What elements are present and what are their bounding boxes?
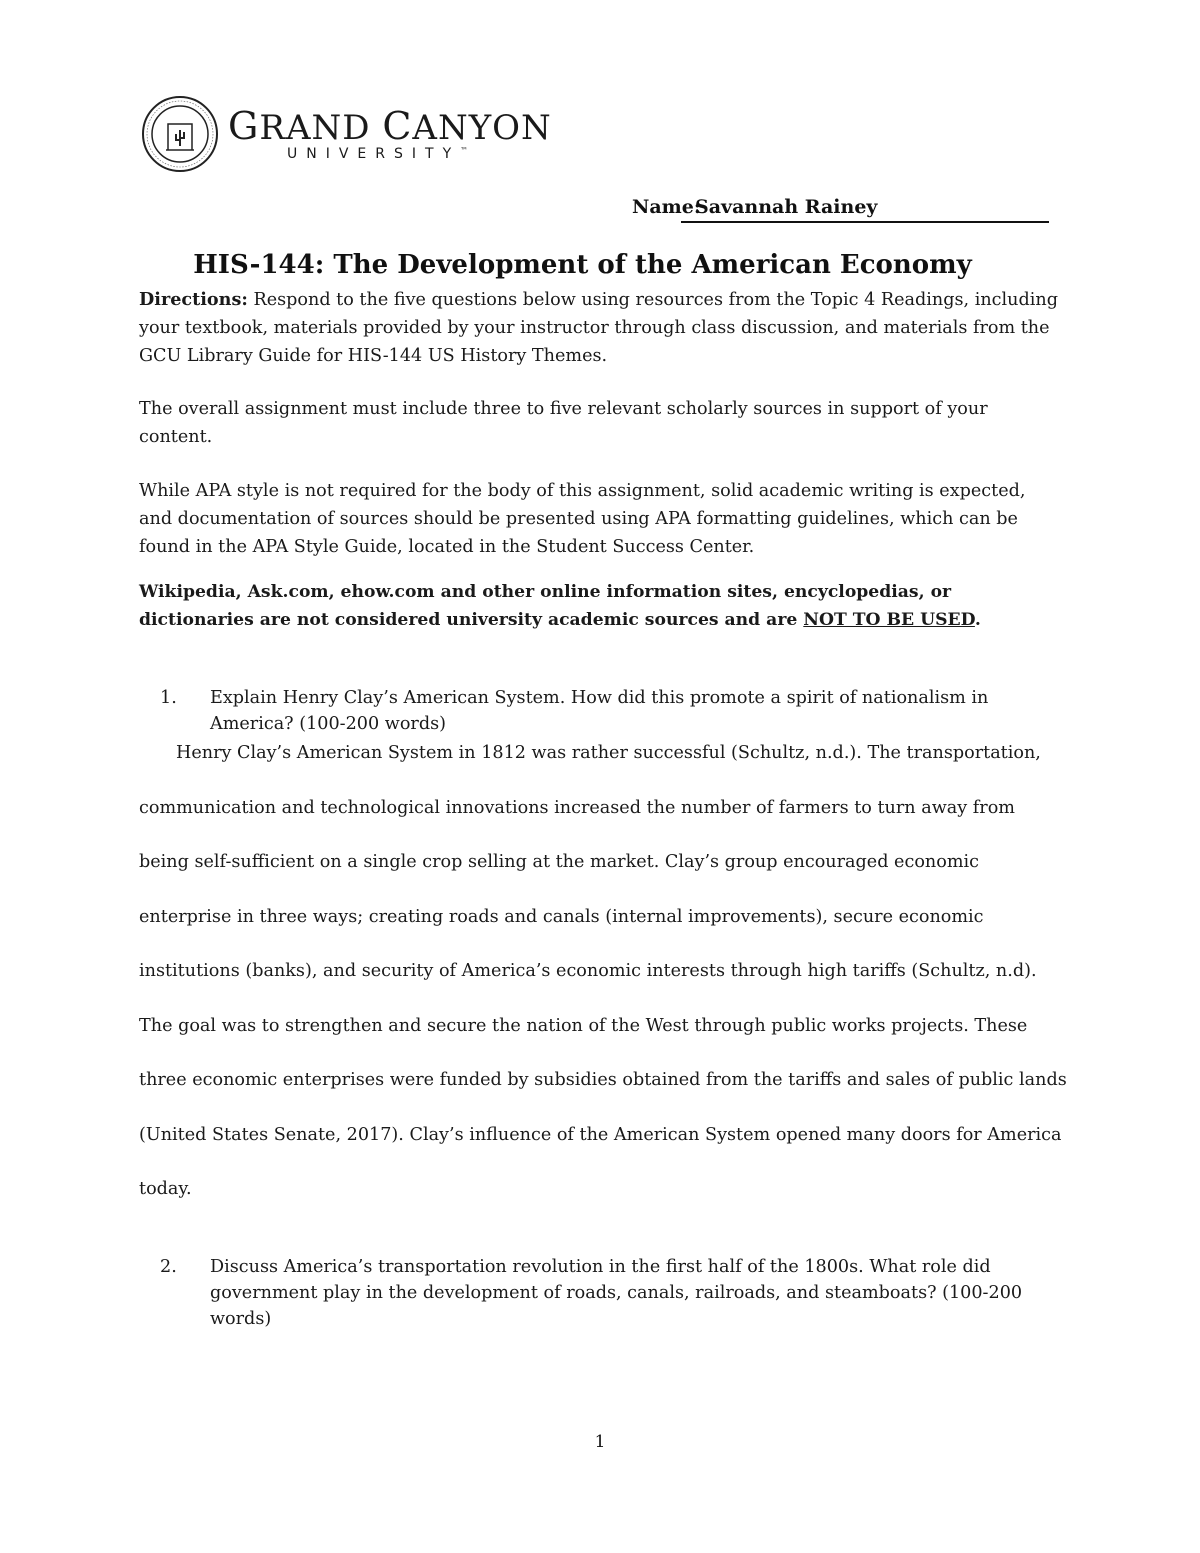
warning-text: Wikipedia, Ask.com, ehow.com and other online information sites, encyclopedias, or dictionaries are not considered university academic sources and are (139, 582, 952, 630)
warning-underlined: NOT TO BE USED (803, 610, 975, 630)
sources-warning (139, 578, 1059, 634)
question-text: Explain Henry Clay’s American System. How did this promote a spirit of nationalism in America? (100-200 words) (210, 688, 989, 734)
directions-paragraph (139, 286, 1059, 370)
sources-note: The overall assignment must include three to five relevant scholarly sources in support of your content. (139, 399, 988, 447)
university-logo (140, 94, 552, 168)
answer-1[interactable]: Henry Clay’s American System in 1812 was rather successful (Schultz, n.d.). The transportation, communication and technological innovations increased the number of farmers to turn away from being self-sufficient on a single crop selling at the market. Clay’s group encouraged economic enterprise in three ways; creating roads and canals (internal improvements), secure economic institutions (banks), and security of America’s economic interests through high tariffs (Schultz, n.d). The goal was to strengthen and secure the nation of the West through public works projects. These three economic enterprises were funded by subsidies obtained from the tariffs and sales of public lands (United States Senate, 2017). Clay’s influence of the American System opened many doors for America today. (139, 743, 1067, 1199)
question-number: 2. (160, 1257, 177, 1277)
question-number: 1. (160, 688, 177, 708)
directions-text: Respond to the five questions below using resources from the Topic 4 Readings, including your textbook, materials provided by your instructor through class discussion, and materials from the GCU Library Guide for HIS-144 US History Themes. (139, 290, 1058, 366)
university-seal-icon (140, 94, 220, 174)
name-field[interactable]: Savannah Rainey (681, 196, 1049, 223)
document-title: HIS-144: The Development of the American Economy (193, 250, 972, 280)
warning-end: . (974, 610, 981, 630)
directions-label: Directions: (139, 289, 248, 310)
question-text: Discuss America’s transportation revolution in the first half of the 1800s. What role did government play in the development of roads, canals, railroads, and steamboats? (100-200 words) (210, 1257, 1023, 1329)
logo-wordmark-grand-canyon: GRAND CANYON (228, 104, 552, 148)
name-label: Name: (632, 196, 701, 218)
question-2 (160, 1254, 1060, 1332)
page-number: 1 (594, 1432, 606, 1452)
apa-note: While APA style is not required for the body of this assignment, solid academic writing is expected, and documentation of sources should be presented using APA formatting guidelines, which can be found in the APA Style Guide, located in the Student Success Center. (139, 481, 1026, 557)
logo-wordmark-university: UNIVERSITY™ (287, 146, 469, 162)
